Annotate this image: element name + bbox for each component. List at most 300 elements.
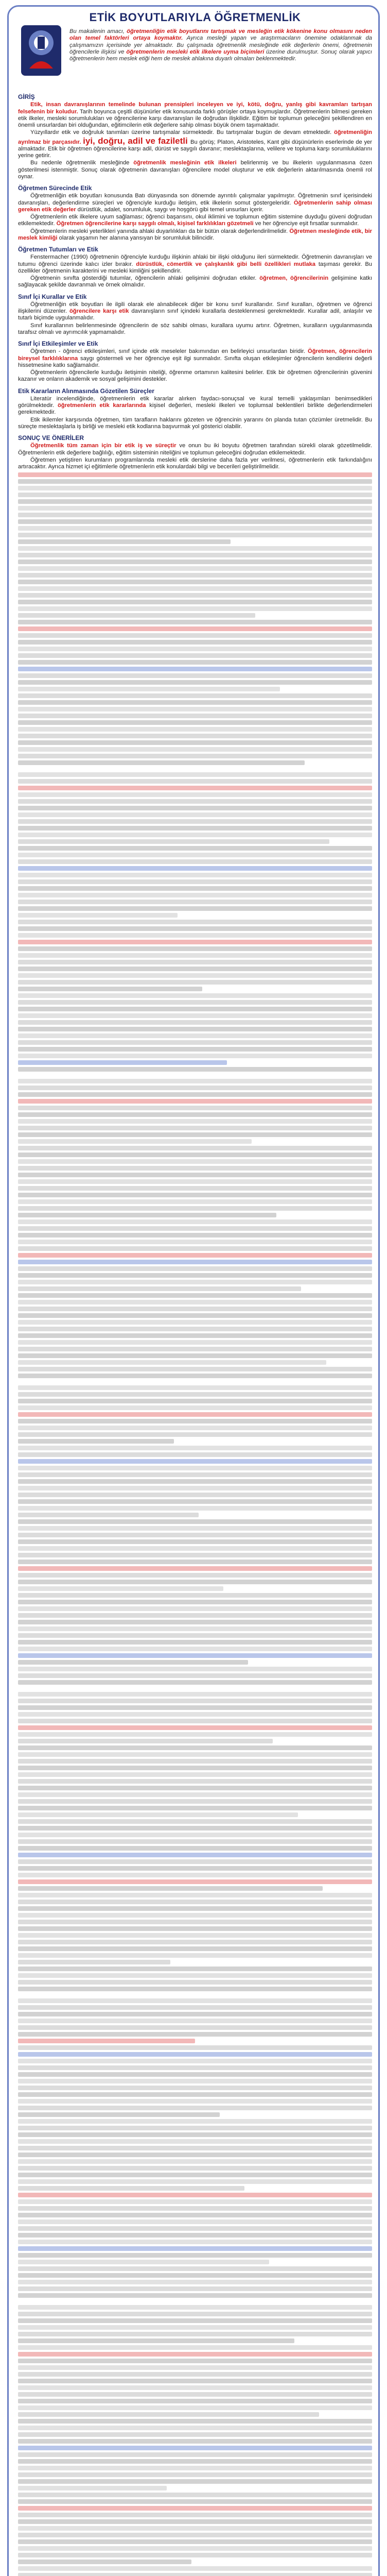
text-line [18, 754, 372, 758]
text-line [18, 1613, 372, 1618]
text-line [18, 1586, 223, 1591]
text-line [18, 647, 372, 651]
text-line [18, 1385, 372, 1390]
text-line [18, 673, 372, 678]
text-line [18, 1526, 372, 1531]
text-line [18, 2546, 372, 2551]
text-line [18, 1206, 372, 1211]
paragraph-text: Bu nedenle öğretmenlik mesleğinde [30, 160, 134, 166]
text-line [18, 1752, 372, 1757]
text-line [18, 1253, 372, 1258]
intro-text-3: üzerine durulmuştur. Sonuç olarak yapıcı öğretmenlerin hem meslek etiği hem de meslek ahlakına duyarlı olmaları beklenmektedir. [69, 48, 373, 62]
text-line [18, 533, 372, 537]
text-line [18, 2338, 294, 2343]
highlight-text: Etik, insan davranışlarının temelinde bulunan prensipleri inceleyen ve iyi, kötü, doğru, yanlış gibi kavramları tartışan felsefenin bir koludur. [18, 101, 372, 115]
text-line [18, 1792, 372, 1797]
text-line [18, 993, 372, 998]
text-line [18, 1472, 372, 1477]
paragraph [18, 348, 372, 369]
text-line [18, 806, 372, 810]
text-line [18, 1186, 372, 1191]
text-line [18, 2526, 372, 2531]
paragraph-text: dürüstlük, adalet, sorumluluk, saygı ve hoşgörü gibi temel unsurları içerir. [77, 206, 263, 213]
paragraph [18, 323, 372, 336]
text-line [18, 772, 372, 777]
paragraph-text: Öğretmen yetiştiren kurumların programlarında mesleki etik derslerine daha fazla yer verilmesi, öğretmenlerin etik farkındalığını artıracaktır. [18, 456, 372, 470]
text-line [18, 826, 372, 831]
text-line [18, 1553, 372, 1557]
text-line [18, 2086, 372, 2090]
text-line [18, 560, 372, 564]
text-line [18, 1859, 372, 1864]
text-line [18, 812, 372, 817]
text-line [18, 2039, 195, 2043]
text-line [18, 1266, 372, 1271]
highlight-text: öğretmenliğin ayrılmaz bir parçasıdır. [18, 129, 372, 145]
text-line [18, 1112, 372, 1117]
paragraph-text: saygı göstermeli ve her öğrenciye eşit ilgi sunmalıdır. Sınıfta oluşan etkileşimler öğrencilerin kendilerini değerli hissetmesine katkı sağlamalıdır. [18, 355, 372, 368]
section-heading: GİRİŞ [18, 93, 35, 100]
text-line [18, 2179, 372, 2184]
text-line [18, 1560, 372, 1564]
paragraph-text: Öğretmenin sınıfta gösterdiği tutumlar, öğrencilerin ahlaki gelişimini doğrudan etkiler. [30, 275, 260, 281]
text-line [18, 707, 372, 711]
text-line [18, 1653, 372, 1658]
text-line [18, 1533, 372, 1537]
paragraph [18, 129, 372, 159]
text-line [18, 2126, 372, 2130]
text-line [18, 799, 372, 804]
text-line [18, 1833, 372, 1837]
text-line [18, 2365, 372, 2370]
text-line [18, 1106, 372, 1110]
paragraph [18, 160, 372, 180]
text-line [18, 1667, 372, 1671]
text-line [18, 1806, 372, 1810]
text-line [18, 526, 372, 531]
text-line [18, 1139, 252, 1144]
text-line [18, 987, 202, 991]
text-line [18, 1146, 372, 1150]
paragraph-text: Yüzyıllardır etik ve doğruluk tanımları üzerine tartışmalar sürmektedir. Bu tartışmalar bugün de devam etmektedir. [30, 129, 335, 136]
text-line [18, 1546, 372, 1551]
text-line [18, 1027, 372, 1031]
text-line [18, 853, 372, 857]
text-line [18, 519, 372, 524]
text-line [18, 1493, 372, 1497]
text-line [18, 2560, 191, 2564]
text-line [18, 667, 372, 671]
text-line [18, 1033, 372, 1038]
text-line [18, 680, 372, 685]
intro-abstract [69, 28, 372, 62]
text-line [18, 740, 372, 745]
page-title: ETİK BOYUTLARIYLA ÖĞRETMENLİK [89, 11, 301, 24]
text-line [18, 2106, 372, 2110]
text-line [18, 2253, 372, 2258]
text-line [18, 1432, 372, 1437]
highlight-text: Öğretmenlik tüm zaman için bir etik iş ve süreçtir [30, 443, 180, 449]
text-line [18, 1020, 372, 1025]
text-line [18, 2533, 372, 2537]
text-line [18, 747, 372, 752]
text-line [18, 2325, 372, 2330]
paragraph [18, 301, 372, 322]
text-line [18, 960, 372, 964]
text-line [18, 486, 372, 490]
text-line [18, 1166, 372, 1171]
text-line [18, 2359, 372, 2363]
text-line [18, 2213, 372, 2217]
highlight-text: öğretmenlerin etik kararlarında [58, 402, 150, 409]
text-line [18, 1606, 372, 1611]
text-line [18, 1987, 372, 1991]
highlight-text: öğretmen, öğrencilerinin [259, 275, 331, 281]
text-line [18, 493, 372, 497]
text-line [18, 1960, 170, 1964]
text-line [18, 1926, 372, 1931]
text-line [18, 1980, 372, 1985]
text-line [18, 1705, 372, 1710]
text-line [18, 900, 372, 904]
paragraph-text: Etik ikilemler karşısında öğretmen, tüm tarafların haklarını gözeten ve öğrencinin yararını ön planda tutan çözümler üretmelidir. [30, 416, 365, 423]
text-line [18, 1772, 372, 1777]
text-line [18, 1506, 372, 1511]
text-line [18, 1799, 372, 1804]
text-line [18, 1300, 372, 1304]
text-line [18, 2032, 372, 2037]
text-line [18, 1826, 372, 1831]
paragraph-text: Öğretmenliğin etik boyutları konusunda Batı dünyasında son dönemde ayrıntılı çalışmalar yapılmıştır. Öğretmenin sınıf içerisindeki davranışları, değerlendirme süreçleri ve öğrenciyle kurduğu iletişim, etik ilkelerin somut göstergeleridir. [18, 193, 372, 206]
text-line [18, 539, 231, 544]
text-line [18, 720, 372, 725]
text-line [18, 980, 372, 985]
text-line [18, 2059, 372, 2063]
paragraph [18, 275, 372, 289]
text-line [18, 513, 372, 517]
text-line [18, 2352, 372, 2357]
text-line [18, 2293, 372, 2298]
text-line [18, 2312, 372, 2316]
text-line [18, 2399, 372, 2403]
paragraph-text: Öğretmenlerin öğrencilerle kurduğu iletişimin niteliği, öğrenme ortamının kalitesini belirler. [30, 369, 267, 376]
text-line [18, 873, 372, 877]
text-line [18, 760, 305, 765]
text-line [18, 1286, 301, 1291]
paragraph-text: Sınıf kurallarının belirlenmesinde öğrencilerin de söz sahibi olması, kurallara uyumu artırır. [30, 322, 274, 329]
text-line [18, 1459, 372, 1464]
text-line [18, 1779, 372, 1784]
text-line [18, 1320, 372, 1325]
highlight-text: öğrencilere karşı etik [69, 308, 132, 314]
text-line [18, 2280, 372, 2284]
text-line [18, 573, 372, 578]
text-line [18, 700, 372, 705]
text-line [18, 640, 372, 645]
text-line [18, 1405, 372, 1410]
highlight-text: Öğretmen, öğrencilerin bireysel farklılıklarına [18, 348, 372, 362]
text-line [18, 2146, 372, 2150]
text-line [18, 2452, 372, 2457]
text-line [18, 833, 372, 837]
text-line [18, 1513, 199, 1517]
text-line [18, 1013, 372, 1018]
paragraph-text: Tarih boyunca çeşitli düşünürler etik konusunda farklı görüşler ortaya koymuşlardır. Öğretmenlerin bilmesi gereken etik ilkeler, mesleki sorumlulukları ve öğrencilerine karşı davranışları ile doğrudan ilişkilidir. Eğitim bir toplumun geleceğini şekillendiren en önemli unsurlardan biri olduğundan, eğitimcilerin etik değerlere sahip olması büyük önem taşımaktadır. [18, 108, 373, 128]
text-line [18, 1047, 372, 1052]
text-line [18, 1946, 372, 1951]
text-line [18, 580, 372, 584]
text-line [18, 906, 372, 911]
text-line [18, 626, 372, 631]
text-line [18, 1452, 372, 1457]
text-line [18, 779, 372, 784]
text-line [18, 2045, 372, 2050]
highlight-text: Öğretmen mesleğinde etik, bir meslek kimliği [18, 228, 372, 241]
intro-text-2: Ayrıca mesleği yapan ve araştırmacıların önemine odaklanmak da çalışmamızın içerisinde yer almaktadır. Bu çalışmada öğretmenlik mesleğinde etik değerlerin önemi, öğretmenin öğrencilerle ilişkisi ve [69, 35, 372, 55]
text-line [18, 2379, 372, 2383]
text-line [18, 866, 372, 871]
text-line [18, 2112, 220, 2117]
text-line [18, 727, 372, 732]
paragraph-text: Öğretmen - öğrenci etkileşimleri, sınıf içinde etik meseleler bakımından en belirleyici unsurlardan biridir. [30, 348, 308, 355]
text-line [18, 2166, 372, 2171]
text-line [18, 566, 372, 571]
text-line [18, 2486, 167, 2490]
text-line [18, 2345, 372, 2350]
text-line [18, 693, 372, 698]
emphasis-text: iyi, doğru, adil ve faziletli [83, 135, 191, 146]
text-line [18, 1079, 372, 1083]
highlight-text: öğretmenlik mesleğinin etik ilkeleri [133, 160, 241, 166]
text-line [18, 1593, 372, 1598]
text-line [18, 2079, 372, 2083]
paragraph-text: davranışların sınıf içindeki kurallarla desteklenmesi gerekmektedir. Kurallar adil, anlaşılır ve tutarlı biçimde uygulanmalıdır. [18, 308, 372, 321]
text-line [18, 1374, 372, 1378]
text-line [18, 2499, 372, 2504]
text-line [18, 1712, 372, 1717]
text-line [18, 1739, 273, 1743]
text-line [18, 2372, 372, 2377]
text-line [18, 2479, 372, 2484]
text-line [18, 1719, 372, 1723]
text-line [18, 1419, 372, 1423]
text-line [18, 653, 372, 658]
text-line [18, 973, 372, 978]
text-line [18, 1633, 372, 1638]
text-line [18, 859, 372, 864]
text-line [18, 1067, 372, 1072]
text-line [18, 967, 372, 971]
paragraph-text: ve her öğrenciye eşit fırsatlar sunmalıdır. [255, 221, 359, 227]
text-line [18, 1412, 372, 1417]
text-line [18, 1007, 372, 1011]
text-line [18, 819, 372, 824]
text-line [18, 1347, 372, 1351]
text-line [18, 1340, 372, 1345]
text-line [18, 2246, 372, 2251]
text-line [18, 1640, 372, 1645]
text-line [18, 1399, 372, 1403]
text-line [18, 1933, 372, 1938]
text-line [18, 1240, 372, 1244]
text-line [18, 2419, 372, 2424]
text-line [18, 2139, 372, 2144]
text-line [18, 1745, 372, 1750]
paragraph-text: Fenstermacher (1990) öğretmenin öğrenciyle kurduğu ilişkinin ahlaki bir ilişki olduğunu ileri sürmektedir. Öğretmenin davranışları ve tutumu öğrenci üzerinde kalıcı izler bırakır. [18, 254, 372, 267]
section-heading: Öğretmen Sürecinde Etik [18, 184, 92, 192]
text-line [18, 1466, 372, 1470]
header [18, 11, 372, 88]
text-line [18, 2065, 372, 2070]
text-line [18, 506, 372, 511]
text-line [18, 2332, 372, 2336]
text-line [18, 714, 372, 718]
text-line [18, 839, 329, 844]
text-line [18, 1573, 372, 1578]
text-line [18, 1725, 372, 1730]
text-line [18, 2240, 372, 2244]
text-line [18, 1060, 227, 1065]
paragraph-text: Ayrıca hizmet içi eğitimlerle öğretmenlerin etik konulardaki bilgi ve becerileri geliştirilmelidir. [48, 464, 280, 470]
text-line [18, 2566, 372, 2571]
paragraph-text: Öğretmen, kuralların uygulanmasında tarafsız olmalı ve ayrımcılık yapmamalıdır. [18, 322, 372, 335]
text-line [18, 1580, 372, 1584]
text-line [18, 2513, 372, 2517]
text-line [18, 1967, 372, 1971]
highlight-text: Öğretmenlerin sahip olması gereken etik değerler [18, 199, 372, 213]
highlight-text: dürüstlük, cömertlik ve çalışkanlık gibi belli özellikleri mutlaka [136, 261, 319, 267]
text-line [18, 499, 372, 504]
text-line [18, 1600, 372, 1604]
text-line [18, 2025, 372, 2030]
text-line [18, 893, 372, 897]
text-line [18, 586, 372, 591]
text-line [18, 1226, 372, 1231]
text-line [18, 1893, 372, 1897]
text-line [18, 913, 178, 918]
text-line [18, 2318, 372, 2323]
text-line [18, 1692, 372, 1697]
text-line [18, 1732, 372, 1737]
text-line [18, 2519, 372, 2524]
section-heading: Etik Kararların Alınmasında Gözetilen Süreçler [18, 387, 154, 395]
text-line [18, 2459, 372, 2464]
text-line [18, 933, 372, 938]
text-line [18, 1426, 372, 1430]
text-line [18, 1193, 372, 1197]
section-heading: Sınıf İçi Kurallar ve Etik [18, 293, 87, 300]
text-line [18, 1519, 372, 1524]
text-line [18, 2539, 372, 2544]
text-line [18, 1199, 372, 1204]
intro-lead: Bu makalenin amacı, [69, 28, 125, 35]
text-line [18, 2405, 372, 2410]
text-line [18, 2273, 372, 2278]
text-line [18, 479, 372, 484]
text-line [18, 1280, 372, 1284]
text-line [18, 1293, 372, 1298]
text-line [18, 1273, 372, 1278]
text-line [18, 1313, 372, 1318]
paragraph [18, 443, 372, 456]
section-heading: Sınıf İçi Etkileşimler ve Etik [18, 340, 98, 347]
paragraph-text: Öğretmenlerin mesleki yeterlikleri yanında ahlaki duyarlılıkları da bir bütün olarak değerlendirilmelidir. [30, 228, 290, 234]
text-line [18, 1367, 372, 1371]
text-line [18, 920, 372, 924]
text-line [18, 2072, 372, 2077]
text-line [18, 1766, 372, 1770]
text-line [18, 734, 372, 738]
text-line [18, 1940, 372, 1944]
text-line [18, 2426, 372, 2430]
paragraph-text: kişisel değerleri, mesleki ilkeleri ve toplumsal beklentileri birlikte değerlendirmeleri gerekmektedir. [18, 402, 372, 416]
text-line [18, 2553, 372, 2557]
text-line [18, 2493, 372, 2497]
text-line [18, 1099, 372, 1104]
paragraph-text: Bu süreçte meslektaşlarla iş birliği ve mesleki etik kodlarına başvurmak yol gösterici olabilir. [18, 416, 372, 430]
text-line [18, 2199, 372, 2204]
paragraph [18, 101, 372, 129]
text-line [18, 2432, 372, 2437]
text-line [18, 1920, 372, 1924]
paragraph-text: Etik bir öğretmen öğrencilerinin güvenini kazanır ve onların akademik ve sosyal gelişimini destekler. [18, 369, 373, 383]
text-line [18, 2132, 372, 2137]
text-line [18, 1132, 372, 1137]
text-line [18, 1900, 372, 1904]
text-line [18, 660, 372, 665]
paragraph-text: taşıması gerekir. Bu özellikler öğretmenin karakterini ve mesleki kimliğini şekillendirir. [18, 261, 372, 274]
text-line [18, 1839, 372, 1844]
text-line [18, 1973, 372, 1978]
text-line [18, 1539, 372, 1544]
text-line [18, 792, 372, 797]
text-line [18, 1086, 372, 1090]
text-line [18, 1853, 372, 1857]
paragraph [18, 228, 372, 242]
text-line [18, 1233, 372, 1238]
text-line [18, 1054, 372, 1058]
text-line [18, 1906, 372, 1911]
paragraph-text: Öğretmenliğin etik boyutları ile ilgili olarak ele alınabilecek diğer bir konu sınıf kurallarıdır. Sınıf kuralları, öğretmen ve öğrenci ilişkilerini düzenler. [18, 301, 372, 314]
text-line [18, 1626, 372, 1631]
text-line [18, 1812, 298, 1817]
text-line [18, 1353, 372, 1358]
text-line [18, 1479, 372, 1484]
text-line [18, 2573, 372, 2576]
text-line [18, 1333, 372, 1338]
text-line [18, 926, 372, 931]
text-line [18, 1499, 372, 1504]
text-line [18, 1360, 326, 1365]
text-line [18, 1486, 372, 1490]
text-line [18, 2099, 372, 2104]
text-line [18, 1159, 372, 1164]
text-line [18, 1092, 372, 1097]
text-line [18, 606, 372, 611]
text-line [18, 1246, 372, 1251]
text-line [18, 1647, 372, 1651]
paragraph-text: Öğretmenlerin etik ilkelere uyum sağlaması; öğrenci başarısını, okul iklimini ve toplumun eğitim sistemine duyduğu güveni doğrudan etkilemektedir. [18, 214, 372, 227]
paragraph-text: gelişimine katkı sağlayacak şekilde davranmalı ve örnek olmalıdır. [18, 275, 372, 289]
text-line [18, 1213, 276, 1217]
text-line [18, 2052, 372, 2057]
logo-icon [18, 22, 64, 79]
text-line [18, 1153, 372, 1157]
text-line [18, 2019, 372, 2023]
text-line [18, 600, 372, 604]
text-line [18, 593, 372, 598]
text-line [18, 2260, 269, 2264]
